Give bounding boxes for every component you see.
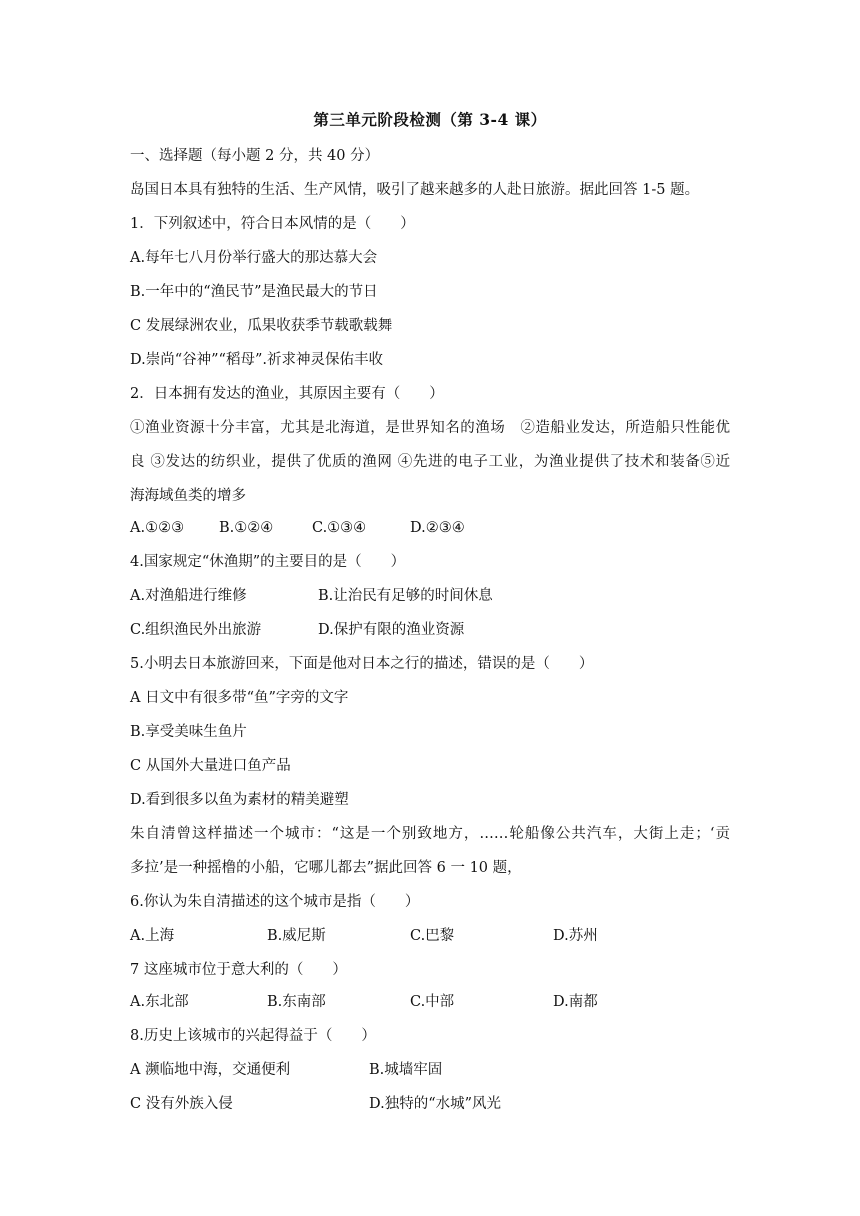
question-4-option-b: B.让治民有足够的时间休息 <box>318 588 493 604</box>
question-2-option-b: B.①②④ <box>219 520 274 536</box>
question-6-option-a: A.上海 <box>130 928 175 944</box>
question-2-option-d: D.②③④ <box>410 520 465 536</box>
question-8-option-c: C 没有外族入侵 <box>130 1096 233 1112</box>
question-1-option-b: B.一年中的“渔民节”是渔民最大的节日 <box>130 284 378 300</box>
page-title: 第三单元阶段检测（第 3-4 课） <box>313 110 547 129</box>
question-1-stem: 1．下列叙述中，符合日本风情的是（ ） <box>130 216 415 232</box>
question-7-stem: 7 这座城市位于意大利的（ ） <box>130 962 347 978</box>
question-2-body-line: ①渔业资源十分丰富，尤其是北海道，是世界知名的渔场 ②造船业发达，所造船只性能优 <box>130 420 730 436</box>
question-5-option-d: D.看到很多以鱼为素材的精美避塑 <box>130 792 349 808</box>
question-5-option-c: C 从国外大量进口鱼产品 <box>130 758 291 774</box>
question-8-stem: 8.历史上该城市的兴起得益于（ ） <box>130 1028 376 1044</box>
section-heading: 一、选择题（每小题 2 分，共 40 分） <box>130 148 380 164</box>
question-5-option-b: B.享受美味生鱼片 <box>130 724 247 740</box>
intro-paragraph-2-line: 多拉’是一种摇橹的小船，它哪儿都去”据此回答 6 一 10 题， <box>130 860 522 876</box>
intro-paragraph-2-line: 朱自清曾这样描述一个城市：“这是一个别致地方，……轮船像公共汽车，大街上走；‘贡 <box>130 826 730 842</box>
question-6-stem: 6.你认为朱自清描述的这个城市是指（ ） <box>130 894 420 910</box>
question-1-option-a: A.每年七八月份举行盛大的那达慕大会 <box>130 250 378 266</box>
question-4-option-d: D.保护有限的渔业资源 <box>318 622 465 638</box>
question-2-stem: 2．日本拥有发达的渔业，其原因主要有（ ） <box>130 386 444 402</box>
question-2-body-line: 良 ③发达的纺织业，提供了优质的渔网 ④先进的电子工业，为渔业提供了技术和装备⑤近 <box>130 454 730 470</box>
question-5-stem: 5.小明去日本旅游回来，下面是他对日本之行的描述，错误的是（ ） <box>130 656 594 672</box>
question-7-option-c: C.中部 <box>410 994 455 1010</box>
question-4-option-a: A.对渔船进行维修 <box>130 588 247 604</box>
question-6-option-d: D.苏州 <box>553 928 598 944</box>
question-2-option-c: C.①③④ <box>312 520 367 536</box>
question-8-option-a: A 濒临地中海，交通便利 <box>130 1062 291 1078</box>
question-2-option-a: A.①②③ <box>130 520 185 536</box>
question-8-option-b: B.城墙牢固 <box>369 1062 443 1078</box>
question-7-option-b: B.东南部 <box>267 994 326 1010</box>
question-1-option-c: C 发展绿洲农业，瓜果收获季节载歌载舞 <box>130 318 393 334</box>
intro-paragraph-1: 岛国日本具有独特的生活、生产风情，吸引了越来越多的人赴日旅游。据此回答 1-5 题。 <box>130 182 700 198</box>
question-6-option-c: C.巴黎 <box>410 928 455 944</box>
question-4-option-c: C.组织渔民外出旅游 <box>130 622 262 638</box>
question-2-body-line: 海海域鱼类的增多 <box>130 488 246 504</box>
question-1-option-d: D.崇尚“谷神”“稻母”.祈求神灵保佑丰收 <box>130 352 383 368</box>
question-5-option-a: A 日文中有很多带“鱼”字旁的文字 <box>130 690 349 706</box>
question-8-option-d: D.独特的“水城”风光 <box>369 1096 502 1112</box>
question-6-option-b: B.威尼斯 <box>267 928 326 944</box>
question-7-option-a: A.东北部 <box>130 994 189 1010</box>
question-7-option-d: D.南都 <box>553 994 598 1010</box>
question-4-stem: 4.国家规定“休渔期”的主要目的是（ ） <box>130 554 406 570</box>
